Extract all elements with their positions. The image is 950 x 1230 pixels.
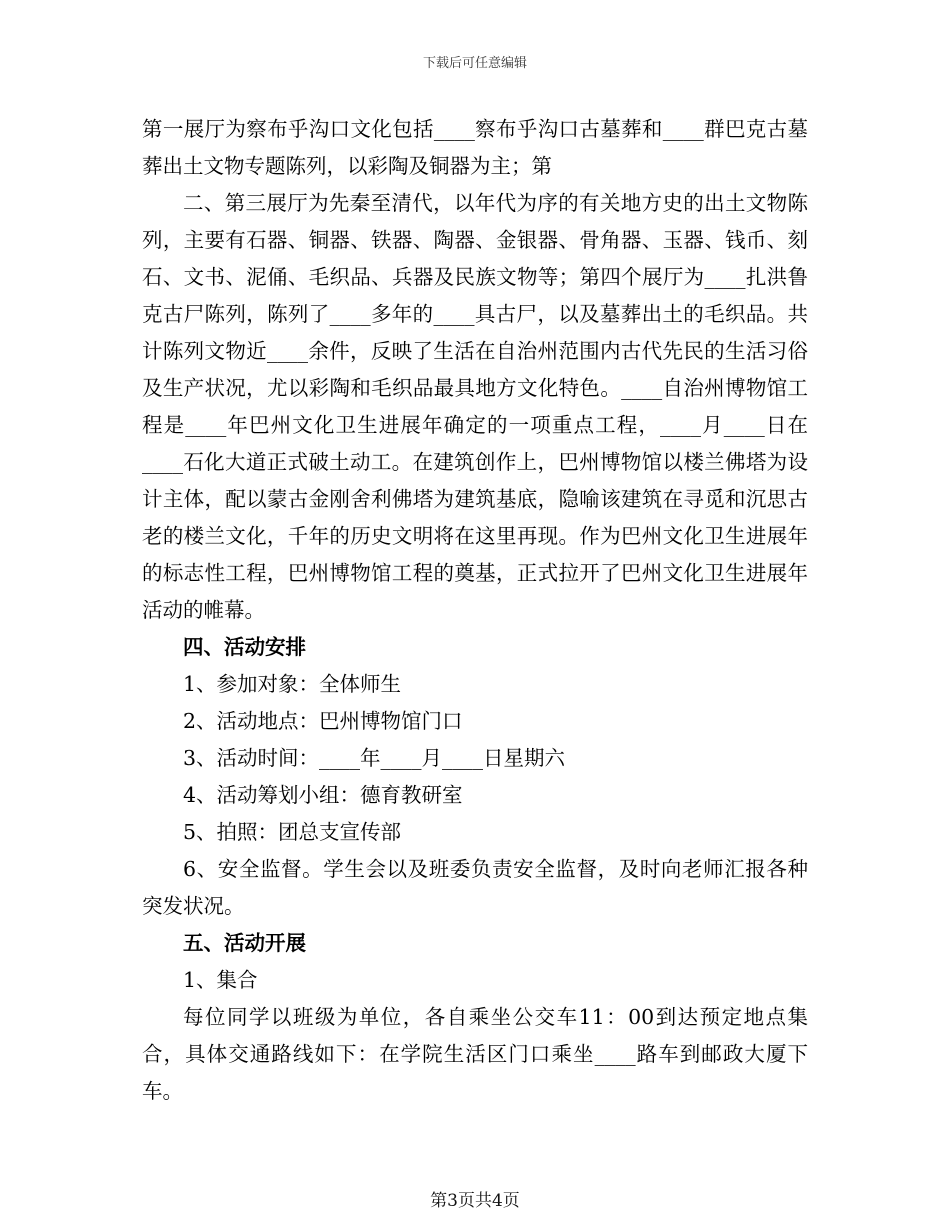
page-header: 下载后可任意编辑 (422, 56, 527, 71)
list-item: 3、活动时间：____年____月____日星期六 (183, 746, 566, 770)
document-body (142, 111, 808, 1110)
paragraph: 每位同学以班级为单位，各自乘坐公交车11：00到达预定地点集合，具体交通路线如下：在学院生活区门口乘坐____路车到邮政大厦下车。 (142, 1005, 808, 1103)
page-footer: 第3页共4页 (430, 1191, 520, 1211)
section-heading: 四、活动安排 (183, 635, 306, 659)
list-item: 5、拍照：团总支宣传部 (183, 820, 402, 844)
subsection-heading: 1、集合 (183, 968, 258, 992)
paragraph: 二、第三展厅为先秦至清代，以年代为序的有关地方史的出土文物陈列，主要有石器、铜器、铁器、陶器、金银器、骨角器、玉器、钱币、刻石、文书、泥俑、毛织品、兵器及民族文物等；第四个展厅为____扎洪鲁克古尸陈列，陈列了____多年的____具古尸，以及墓葬出土的毛织品。共计陈列文物近____余件，反映了生活在自治州范围内古代先民的生活习俗及生产状况，尤以彩陶和毛织品最具地方文化特色。____自治州博物馆工程是____年巴州文化卫生进展年确定的一项重点工程，____月____日在____石化大道正式破土动工。在建筑创作上，巴州博物馆以楼兰佛塔为设计主体，配以蒙古金刚舍利佛塔为建筑基底，隐喻该建筑在寻觅和沉思古老的楼兰文化，千年的历史文明将在这里再现。作为巴州文化卫生进展年的标志性工程，巴州博物馆工程的奠基，正式拉开了巴州文化卫生进展年活动的帷幕。 (142, 191, 808, 622)
paragraph: 第一展厅为察布乎沟口文化包括____察布乎沟口古墓葬和____群巴克古墓葬出土文物专题陈列，以彩陶及铜器为主；第 (142, 117, 808, 178)
list-item: 4、活动筹划小组：德育教研室 (183, 783, 463, 807)
section-heading: 五、活动开展 (183, 931, 306, 955)
list-item: 6、安全监督。学生会以及班委负责安全监督，及时向老师汇报各种突发状况。 (142, 857, 808, 918)
list-item: 1、参加对象：全体师生 (183, 672, 402, 696)
list-item: 2、活动地点：巴州博物馆门口 (183, 709, 463, 733)
